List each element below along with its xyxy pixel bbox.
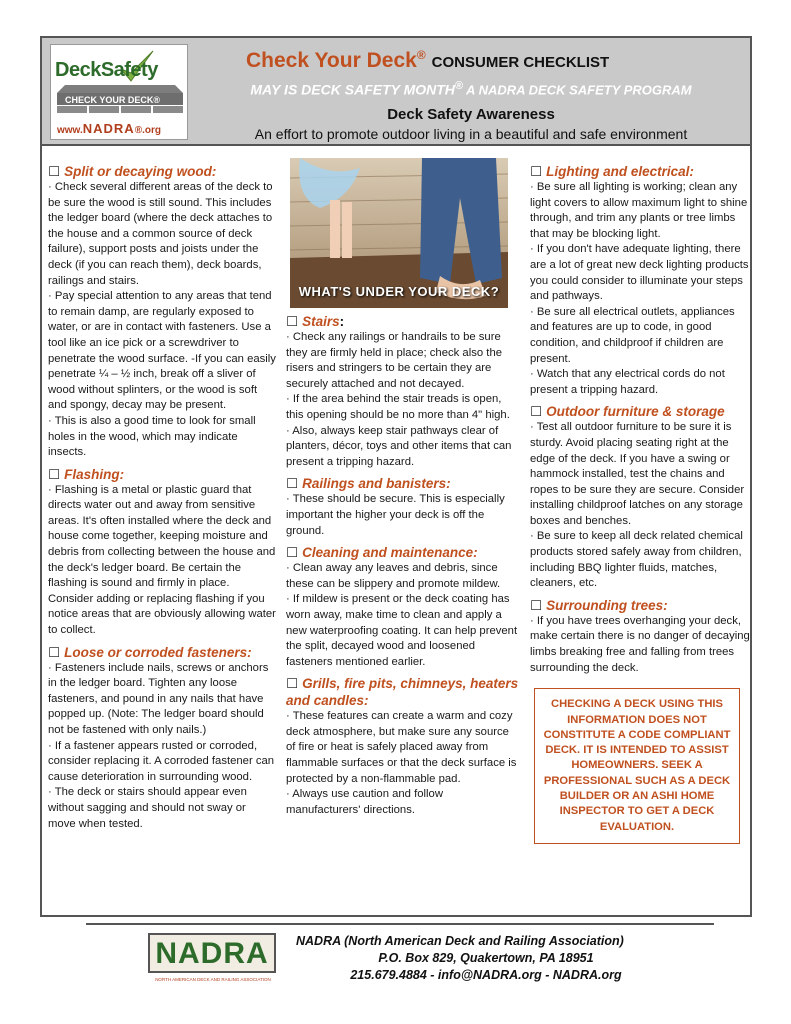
section-heading: ☐ Grills, fire pits, chimneys, heaters and candles:	[286, 676, 519, 709]
checklist-section	[48, 163, 276, 461]
checkbox-icon: ☐	[530, 597, 543, 613]
checklist-section	[286, 475, 520, 539]
section-paragraph: · Clean away any leaves and debris, since these can be slippery and promote mildew.	[286, 562, 501, 590]
section-paragraph: · These should be secure. This is especially important the higher your deck is off the ground.	[286, 493, 505, 537]
disclaimer-box: CHECKING A DECK USING THIS INFORMATION DOES NOT CONSTITUTE A CODE COMPLIANT DECK. IT IS INTENDED TO ASSIST HOMEOWNERS. SEEK A PROFESSIONAL SUCH AS A DECK BUILDER OR AN ASHI HOME INSPECTOR TO GET A DECK EVALUATION.	[534, 688, 740, 844]
section-paragraph: · Be sure all lighting is working; clean any light covers to allow maximum light to shine through, and trim any plants or tree limbs that may be blocking light.	[530, 181, 748, 240]
checkbox-icon: ☐	[530, 164, 543, 179]
section-paragraph: · If you have trees overhanging your deck, make certain there is no danger of decaying limbs breaking free and falling from trees surrounding the deck.	[530, 614, 750, 674]
section-heading: ☐ Flashing:	[48, 466, 125, 482]
page-title: Check Your Deck® CONSUMER CHECKLIST	[246, 48, 610, 72]
checkbox-icon: ☐	[286, 314, 299, 329]
footer-contact	[296, 933, 676, 984]
checkbox-icon: ☐	[286, 476, 299, 492]
section-paragraph: · Check several different areas of the deck to be sure the wood is still sound. This includes the ledger board (where the deck attaches to the house and a common source of deck failure), support posts and joists under the deck (if you can reach them), deck boards, railings and stairs.	[48, 181, 273, 287]
section-paragraph: · These features can create a warm and cozy deck atmosphere, but make sure any source of fire or heat is safely placed away from flammable surfaces or that the deck surface is protected by a non-flammable pad.	[286, 710, 517, 785]
column-2	[286, 158, 520, 818]
section-heading: ☐ Outdoor furniture & storage	[530, 404, 725, 420]
section-paragraph: · If a fastener appears rusted or corroded, consider replacing it. A corroded fastener can cause deterioration in surrounding wood.	[48, 739, 275, 783]
section-paragraph: · Pay special attention to any areas that tend to remain damp, are regularly exposed to water, or are in contact with fasteners. Use a tool like an ice pick or a screwdriver to penetrate the wood surface. -If you can easily penetrate ¼ – ½ inch, break off a sliver of wood without splinters, or the wood is soft and spongy, decay may be present.	[48, 290, 276, 412]
section-heading: ☐ Cleaning and maintenance:	[286, 545, 478, 561]
page-subtitle: MAY IS DECK SAFETY MONTH® A NADRA DECK SAFETY PROGRAM	[250, 80, 692, 98]
section-paragraph: · Also, always keep stair pathways clear of planters, décor, toys and other items that can present a tripping hazard.	[286, 424, 512, 468]
section-paragraph: · If the area behind the stair treads is open, this opening should be no more than 4" high.	[286, 393, 510, 421]
awareness-heading: Deck Safety Awareness	[387, 106, 555, 123]
checkbox-icon: ☐	[48, 164, 61, 179]
section-paragraph: · Check any railings or handrails to be sure they are firmly held in place; check also the risers and stringers to be certain they are securely attached and not decayed.	[286, 331, 503, 390]
checkbox-icon: ☐	[530, 404, 543, 420]
logo-wordmark: DeckSafety	[55, 59, 158, 81]
section-paragraph: · Be sure all electrical outlets, appliances and features are up to code, in good condition, and childproof if children are present.	[530, 305, 735, 365]
checklist-section	[530, 163, 750, 398]
checklist-section	[530, 597, 750, 676]
logo-url: www.NADRA®.org	[57, 121, 161, 136]
checklist-section	[286, 544, 520, 670]
logo-check-your-deck: CHECK YOUR DECK®	[65, 95, 160, 105]
checkbox-icon: ☐	[48, 644, 61, 660]
photo-caption: WHAT'S UNDER YOUR DECK?	[298, 284, 500, 300]
header-banner	[42, 38, 750, 146]
section-heading: ☐ Stairs:	[286, 314, 345, 329]
section-heading: ☐ Lighting and electrical:	[530, 164, 694, 179]
section-heading: ☐ Surrounding trees:	[530, 597, 668, 613]
footer-address: P.O. Box 829, Quakertown, PA 18951	[378, 951, 594, 965]
checklist-section	[48, 644, 276, 833]
section-paragraph: · Watch that any electrical cords do not present a tripping hazard.	[530, 368, 725, 396]
footer-divider	[86, 923, 714, 925]
footer-phone-email: 215.679.4884 - info@NADRA.org - NADRA.org	[350, 968, 622, 982]
checklist-section	[530, 403, 750, 592]
section-paragraph: · If you don't have adequate lighting, there are a lot of great new deck lighting products you could consider to illuminate your steps and pathways.	[530, 243, 749, 303]
footer-org: NADRA (North American Deck and Railing Association)	[296, 934, 624, 948]
deck-photo	[290, 158, 508, 308]
section-paragraph: · Be sure to keep all deck related chemical products stored safely away from children, including BBQ lighter fluids, matches, cleaners, etc.	[530, 530, 743, 590]
section-heading: ☐ Loose or corroded fasteners:	[48, 644, 252, 660]
section-paragraph: · Test all outdoor furniture to be sure it is sturdy. Avoid placing seating right at the edge of the deck. If you have a swing or hammock installed, test the chains and ropes to be sure they are secure. Consider installing childproof latches on any storage boxes and benches.	[530, 421, 745, 527]
checklist-section	[48, 466, 276, 639]
tagline: An effort to promote outdoor living in a beautiful and safe environment	[254, 126, 688, 142]
section-heading: ☐ Railings and banisters:	[286, 476, 451, 492]
section-paragraph: · Fasteners include nails, screws or anchors in the ledger board. Tighten any loose fasteners, and pound in any nails that have popped up. (Note: The ledger board should not be fastened with only nails.)	[48, 661, 269, 736]
section-paragraph: · Always use caution and follow manufacturers' directions.	[286, 788, 443, 816]
section-paragraph: · This is also a good time to look for small holes in the wood, which may indicate insects.	[48, 414, 256, 459]
section-paragraph: · If mildew is present or the deck coating has worn away, make time to clean and apply a new waterproofing coating. It can help prevent the split, decayed wood and loosened fasteners mentioned earlier.	[286, 593, 518, 668]
checkbox-icon: ☐	[286, 545, 299, 561]
section-heading: ☐ Split or decaying wood:	[48, 164, 217, 179]
checkbox-icon: ☐	[286, 676, 299, 692]
section-paragraph: · The deck or stairs should appear even without sagging and should not sway or move when tested.	[48, 786, 247, 830]
deck-safety-logo	[50, 44, 188, 140]
column-3	[530, 158, 750, 844]
checklist-frame	[40, 36, 752, 917]
nadra-logo: NADRA NORTH AMERICAN DECK AND RAILING ASSOCIATION	[142, 927, 282, 985]
checkbox-icon: ☐	[48, 466, 61, 482]
column-1	[48, 158, 276, 832]
section-paragraph: · Flashing is a metal or plastic guard that directs water out and away from sensitive areas. It's often installed where the deck and house come together, keeping moisture and debris from collecting between the house and the deck's ledger board. Be certain the flashing is sound and firmly in place. Consider adding or replacing flashing if you notice areas that are obviously allowing water to collect.	[48, 483, 276, 637]
checklist-section	[286, 313, 520, 470]
checklist-section	[286, 675, 520, 818]
